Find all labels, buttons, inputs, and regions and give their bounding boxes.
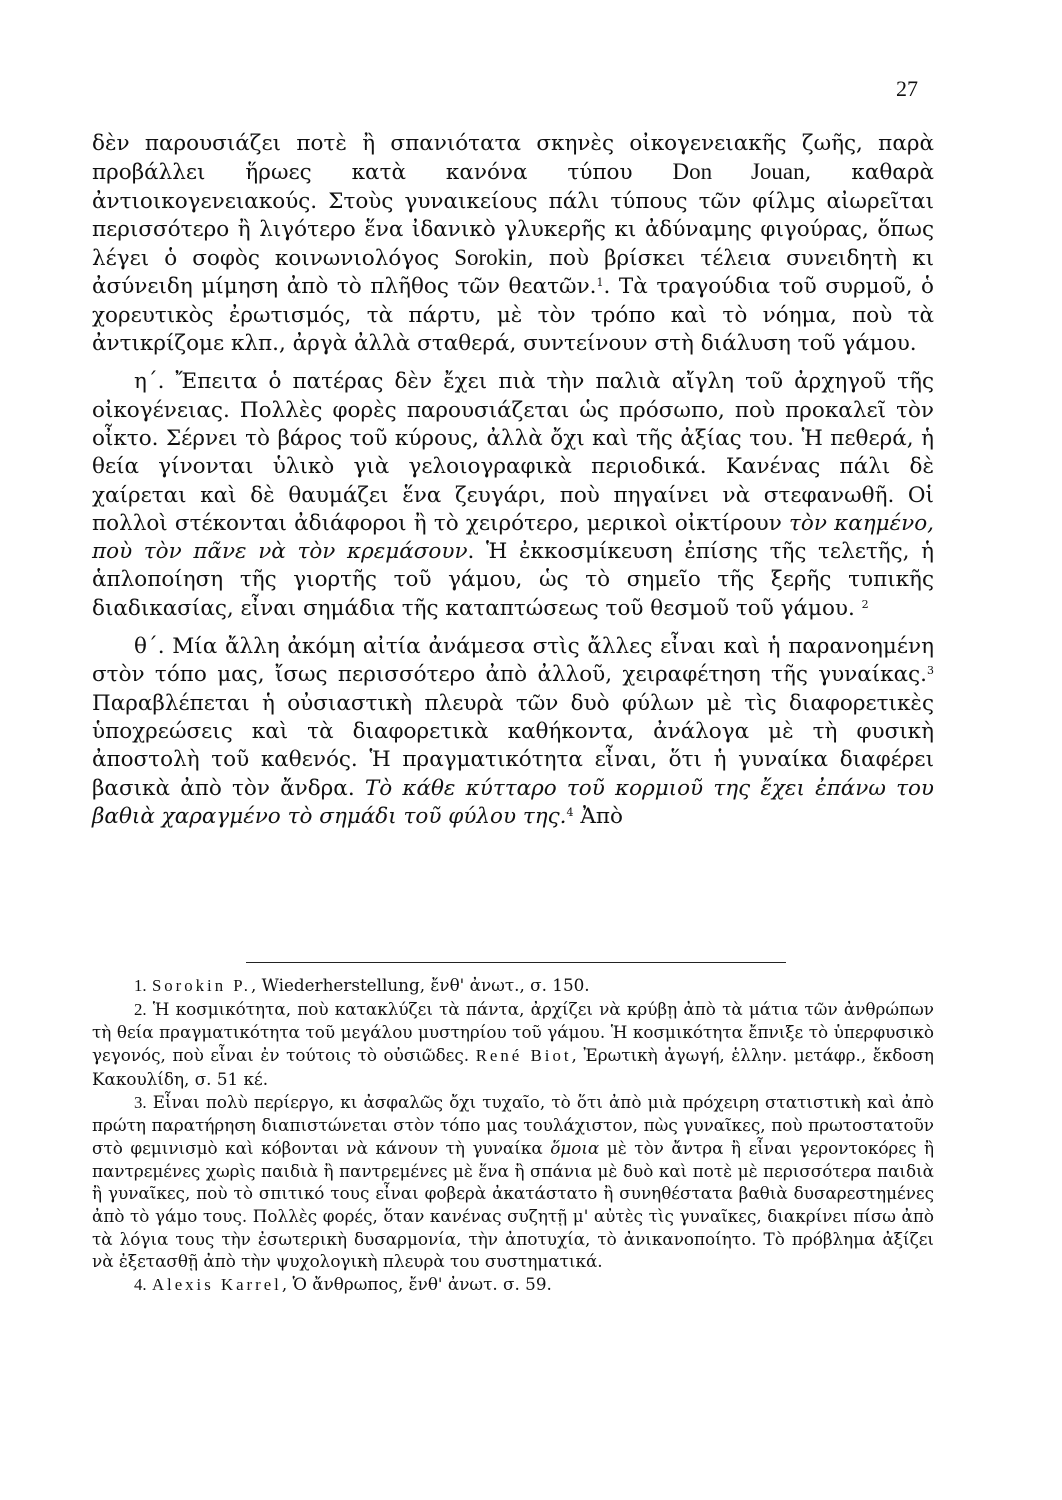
text-run: η΄. Ἔπειτα ὁ πατέρας δὲν ἔχει πιὰ τὴν παλιὰ αἴγλη τοῦ ἀρχηγοῦ τῆς οἰκογένειας. Πολλὲς φορὲς παρουσιάζεται ὡς πρόσωπο, ποὺ προκαλεῖ τὸν οἶκτο. Σέρνει τὸ βάρος τοῦ κύρους, ἀλλὰ ὄχι καὶ τῆς ἀξίας του. Ἡ πεθερά, ἡ θεία γίνονται ὑλικὸ γιὰ γελοιογραφικὰ περιοδικά. Κανένας πάλι δὲ χαίρεται καὶ δὲ θαυμάζει ἕνα ζευγάρι, ποὺ πηγαίνει νὰ στεφανωθῆ. Οἱ πολλοὶ στέκονται ἀδιάφοροι ἢ τὸ χειρότερο, μερικοὶ οἰκτίρουν	[92, 369, 934, 536]
footnote-2	[92, 998, 934, 1091]
text-run: δὲν παρουσιάζει ποτὲ ἢ σπανιότατα σκηνὲς οἰκογενειακῆς ζωῆς, παρὰ προβάλλει ἥρωες κατὰ κανόνα τύπου	[92, 131, 934, 186]
footnote-text: , Wiederherstellung, ἔνθ' ἀνωτ., σ. 150.	[250, 975, 590, 995]
footnote-3	[92, 1091, 934, 1274]
footnote-text: , Ὁ ἄνθρωπος, ἔνθ' ἀνωτ. σ. 59.	[281, 1274, 552, 1295]
footnote-text: Εἶναι πολὺ περίεργο, κι ἀσφαλῶς ὄχι τυχαῖο, τὸ ὅτι ἀπὸ μιὰ πρόχειρη στατιστικὴ καὶ ἀπὸ πρώτη παρατήρηση διαπιστώνεται στὸν τόπο μας τουλάχιστον, πὼς γυναῖκες, ποὺ πρωτοστατοῦν στὸ φεμινισμὸ καὶ κόβονται νὰ κάνουν τὴ γυναίκα	[92, 1091, 934, 1158]
footnote-number: 2.	[134, 999, 147, 1019]
footnote-text: μὲ τὸν ἄντρα ἢ εἶναι γεροντοκόρες ἢ παντρεμένες χωρὶς παιδιὰ ἢ παντρεμένες μὲ ἕνα ἢ σπάνια μὲ δυὸ καὶ ποτὲ μὲ περισσότερα παιδιὰ ἢ γυναῖκες, ποὺ τὸ σπιτικό τους εἶναι φοβερὰ ἀκατάστατο ἢ συνηθέστατα βαθιὰ δυσαρεστημένες ἀπὸ τὸ γάμο τους. Πολλὲς φορές, ὅταν κανένας συζητῇ μ' αὐτὲς τὶς γυναῖκες, διακρίνει πίσω ἀπὸ τὰ λόγια τους τὴν ἐσωτερικὴ δυσαρμονία, τὴν ἀποτυχία, τὸ ἀνικανοποίητο. Τὸ πρόβλημα ἀξίζει νὰ ἐξετασθῇ ἀπὸ τὴν ψυχολογικὴ πλευρὰ του συστηματικά.	[92, 1137, 934, 1272]
footnote-text: Ἡ κοσμικότητα, ποὺ κατακλύζει τὰ πάντα, ἀρχίζει νὰ κρύβῃ ἀπὸ τὰ μάτια τῶν ἀνθρώπων τὴ θεία πραγματικότητα τοῦ μεγάλου μυστηρίου τοῦ γάμου. Ἡ κοσμικότητα ἔπνιξε τὸ ὑπερφυσικὸ γεγονός, ποὺ εἶναι ἐν τούτοις τὸ οὐσιῶδες.	[92, 998, 934, 1066]
footnote-text: , Ἐρωτικὴ ἀγωγή, ἑλλην. μετάφρ., ἔκδοση Κακουλίδη, σ. 51 κέ.	[92, 1045, 934, 1089]
footnote-4	[92, 1273, 934, 1297]
text-run: , καθαρὰ ἀντιοικογενειακούς. Στοὺς γυναικείους πάλι τύπους τῶν φίλμς αἰωρεῖται περισσότερο ἢ λιγότερο ἕνα ἰδανικὸ γλυκερῆς κι ἀδύναμης φιγούρας, ὅπως λέγει ὁ σοφὸς κοινωνιολόγος	[92, 160, 934, 272]
paragraph-eta	[92, 368, 934, 623]
italic-quote: τὸν καημένο, ποὺ τὸν πᾶνε νὰ τὸν κρεμάσουν	[92, 510, 934, 565]
footnote-number: 1.	[134, 976, 147, 995]
footnote-1	[92, 974, 934, 998]
footnote-author: Alexis Karrel	[151, 1275, 282, 1295]
footnote-marker: 3	[927, 664, 934, 678]
paragraph-theta	[92, 633, 934, 831]
paragraph-1	[92, 130, 934, 358]
footnote-number: 4.	[134, 1275, 147, 1295]
footnote-italic: ὅμοια	[550, 1137, 600, 1158]
main-text	[92, 130, 934, 841]
text-run: . Τὰ τραγούδια τοῦ συρμοῦ, ὁ χορευτικὸς ἐρωτισμός, τὰ πάρτυ, μὲ τὸν τρόπο καὶ τὸ νόημα, ποὺ τὰ ἀντικρίζομε κλπ., ἀργὰ ἀλλὰ σταθερά, συντείνουν στὴ διάλυση τοῦ γάμου.	[92, 274, 934, 357]
footnote-marker: 1	[596, 276, 604, 290]
footnotes	[92, 974, 934, 1297]
footnote-author: René Biot	[475, 1046, 572, 1066]
text-run: θ΄. Μία ἄλλη ἀκόμη αἰτία ἀνάμεσα στὶς ἄλλες εἶναι καὶ ἡ παρανοημένη στὸν τόπο μας, ἴσως περισσότερο ἀπὸ ἀλλοῦ, χειραφέτηση τῆς γυναίκας.	[92, 634, 934, 688]
latin-name: Don Jouan	[672, 159, 805, 185]
footnote-number: 3.	[134, 1092, 147, 1112]
footnote-marker: 2	[861, 597, 869, 611]
text-run: , ποὺ βρίσκει τέλεια συνειδητὴ κι ἀσύνειδη μίμηση ἀπὸ τὸ πλῆθος τῶν θεατῶν.	[92, 246, 934, 300]
text-run: Παραβλέπεται ἡ οὐσιαστικὴ πλευρὰ τῶν δυὸ φύλων μὲ τὶς διαφορετικὲς ὑποχρεώσεις καὶ τὰ διαφορετικὰ καθήκοντα, ἀνάλογα μὲ τὴ φυσικὴ ἀποστολὴ τοῦ καθενός. Ἡ πραγματικότητα εἶναι, ὅτι ἡ γυναίκα διαφέρει βασικὰ ἀπὸ τὸν ἄνδρα.	[92, 690, 934, 801]
latin-name: Sorokin	[454, 245, 528, 271]
footnote-author: Sorokin P.	[151, 976, 251, 995]
italic-quote: Τὸ κάθε κύτταρο τοῦ κορμιοῦ της ἔχει ἐπάνω του βαθιὰ χαραγμένο τὸ σημάδι τοῦ φύλου της.	[92, 775, 934, 829]
footnote-divider	[246, 962, 786, 963]
text-run: Ἀπὸ	[573, 803, 623, 829]
footnote-marker: 4	[566, 805, 574, 819]
page-number: 27	[896, 76, 918, 101]
text-run: . Ἡ ἐκκοσμίκευση ἐπίσης τῆς τελετῆς, ἡ ἁπλοποίηση τῆς γιορτῆς τοῦ γάμου, ὡς τὸ σημεῖο τῆς ξερῆς τυπικῆς διαδικασίας, εἶναι σημάδια τῆς καταπτώσεως τοῦ θεσμοῦ τοῦ γάμου.	[92, 539, 934, 621]
